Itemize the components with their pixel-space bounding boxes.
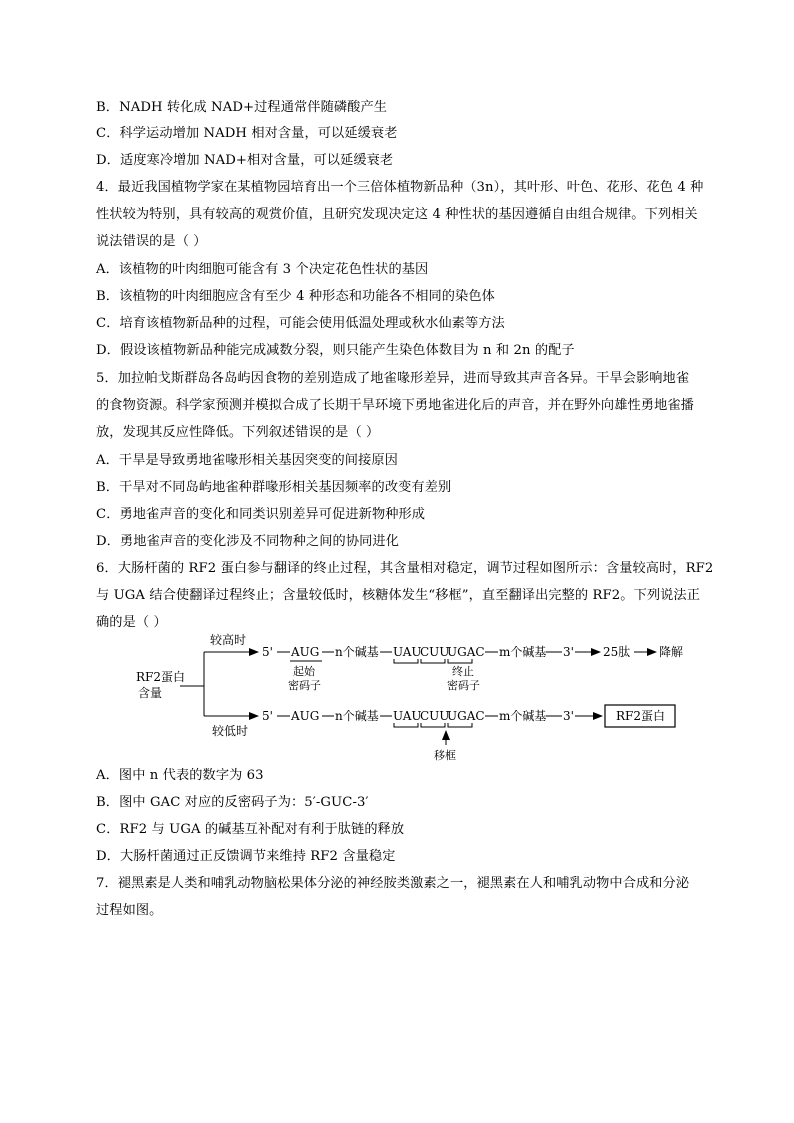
q4-stem-line3: 说法错误的是（ ）	[96, 234, 207, 249]
frameshift-label: 移框	[434, 749, 456, 762]
lower-codon-bracket-1	[394, 723, 418, 727]
seq-ugac-upper: UGAC	[447, 645, 485, 659]
q3-option-b: B．NADH 转化成 NAD+过程通常伴随磷酸产生	[96, 100, 388, 115]
upper-mrna	[262, 644, 683, 692]
q3-option-c: C．科学运动增加 NADH 相对含量，可以延缓衰老	[96, 126, 398, 141]
product-25-peptide: 25肽	[603, 645, 631, 659]
three-prime-lower: 3'	[563, 709, 574, 723]
lower-codon-bracket-2	[421, 723, 445, 727]
seq-uau-lower: UAU	[393, 709, 422, 723]
q6-stem-line2: 与 UGA 结合使翻译过程终止；含量较低时，核糖体发生“移框”，直至翻译出完整的 RF2。下列说法正	[96, 588, 701, 603]
low-label: 较低时	[212, 724, 249, 738]
upper-stop-bracket	[448, 659, 472, 663]
lower-codon-bracket-3	[448, 723, 472, 727]
seq-ugac-lower: UGAC	[447, 709, 485, 723]
q6-stem-line1: 6．大肠杆菌的 RF2 蛋白参与翻译的终止过程，其含量相对稳定，调节过程如图所示：含量较高时，RF2	[96, 561, 714, 576]
three-prime-upper: 3'	[563, 645, 574, 659]
q6-option-c: C．RF2 与 UGA 的碱基互补配对有利于肽链的释放	[96, 822, 405, 837]
q5-option-c: C．勇地雀声音的变化和同类识别差异可促进新物种形成	[96, 507, 426, 522]
stop-codon-label-1: 终止	[452, 665, 474, 678]
q4-stem-line1: 4．最近我国植物学家在某植物园培育出一个三倍体植物新品种（3n），其叶形、叶色、花形、花色 4 种	[96, 180, 704, 195]
five-prime-upper: 5'	[262, 645, 273, 659]
q4-option-c: C．培育该植物新品种的过程，可能会使用低温处理或秋水仙素等方法	[96, 316, 505, 331]
q4-stem-line2: 性状较为特别，具有较高的观赏价值，且研究发现决定这 4 种性状的基因遵循自由组合规律。下列相关	[96, 207, 698, 222]
start-codon-upper: AUG	[291, 645, 320, 659]
rf2-content-label: RF2蛋白	[136, 670, 185, 684]
q4-option-a: A．该植物的叶肉细胞可能含有 3 个决定花色性状的基因	[96, 262, 429, 277]
start-codon-label-1: 起始	[293, 665, 315, 678]
m-bases-upper: m个碱基	[499, 645, 547, 659]
rf2-regulation-diagram	[0, 630, 794, 765]
rf2-content-label-2: 含量	[138, 686, 163, 700]
seq-cuu-upper: CUU	[420, 645, 450, 659]
q5-option-a: A．干旱是导致勇地雀喙形相关基因突变的间接原因	[96, 453, 398, 468]
seq-uau-upper: UAU	[393, 645, 422, 659]
q5-stem-line2: 的食物资源。科学家预测并模拟合成了长期干旱环境下勇地雀进化后的声音，并在野外向雄性勇地雀播	[96, 398, 694, 413]
q5-stem-line1: 5．加拉帕戈斯群岛各岛屿因食物的差别造成了地雀喙形差异，进而导致其声音各异。干旱会影响地雀	[96, 371, 690, 386]
m-bases-lower: m个碱基	[499, 709, 547, 723]
q6-option-a: A．图中 n 代表的数字为 63	[96, 768, 264, 783]
q5-stem-line3: 放，发现其反应性降低。下列叙述错误的是（ ）	[96, 425, 380, 440]
q5-option-b: B．干旱对不同岛屿地雀种群喙形相关基因频率的改变有差别	[96, 480, 452, 495]
q3-option-d: D．适度寒冷增加 NAD+相对含量，可以延缓衰老	[96, 153, 394, 168]
q7-stem-line2: 过程如图。	[96, 903, 163, 918]
n-bases-upper: n个碱基	[335, 645, 379, 659]
upper-codon-bracket-1	[394, 659, 418, 663]
lower-mrna	[262, 705, 675, 762]
q5-option-d: D．勇地雀声音的变化涉及不同物种之间的协同进化	[96, 534, 399, 549]
n-bases-lower: n个碱基	[335, 709, 379, 723]
start-codon-label-2: 密码子	[288, 679, 321, 692]
upper-codon-bracket-2	[421, 659, 445, 663]
seq-cuu-lower: CUU	[420, 709, 450, 723]
five-prime-lower: 5'	[262, 709, 273, 723]
q7-stem-line1: 7．褪黑素是人类和哺乳动物脑松果体分泌的神经胺类激素之一，褪黑素在人和哺乳动物中合成和分泌	[96, 876, 690, 891]
rf2-protein-label: RF2蛋白	[616, 709, 665, 723]
q6-stem-line3: 确的是（ ）	[96, 615, 167, 630]
q4-option-b: B．该植物的叶肉细胞应含有至少 4 种形态和功能各不相同的染色体	[96, 289, 495, 304]
q6-option-b: B．图中 GAC 对应的反密码子为：5′-GUC-3′	[96, 795, 369, 810]
degrade-label: 降解	[659, 645, 684, 659]
high-label: 较高时	[210, 633, 247, 647]
stop-codon-label-2: 密码子	[447, 679, 480, 692]
q4-option-d: D．假设该植物新品种能完成减数分裂，则只能产生染色体数目为 n 和 2n 的配子	[96, 343, 575, 358]
start-codon-lower: AUG	[291, 709, 320, 723]
q6-option-d: D．大肠杆菌通过正反馈调节来维持 RF2 含量稳定	[96, 849, 396, 864]
